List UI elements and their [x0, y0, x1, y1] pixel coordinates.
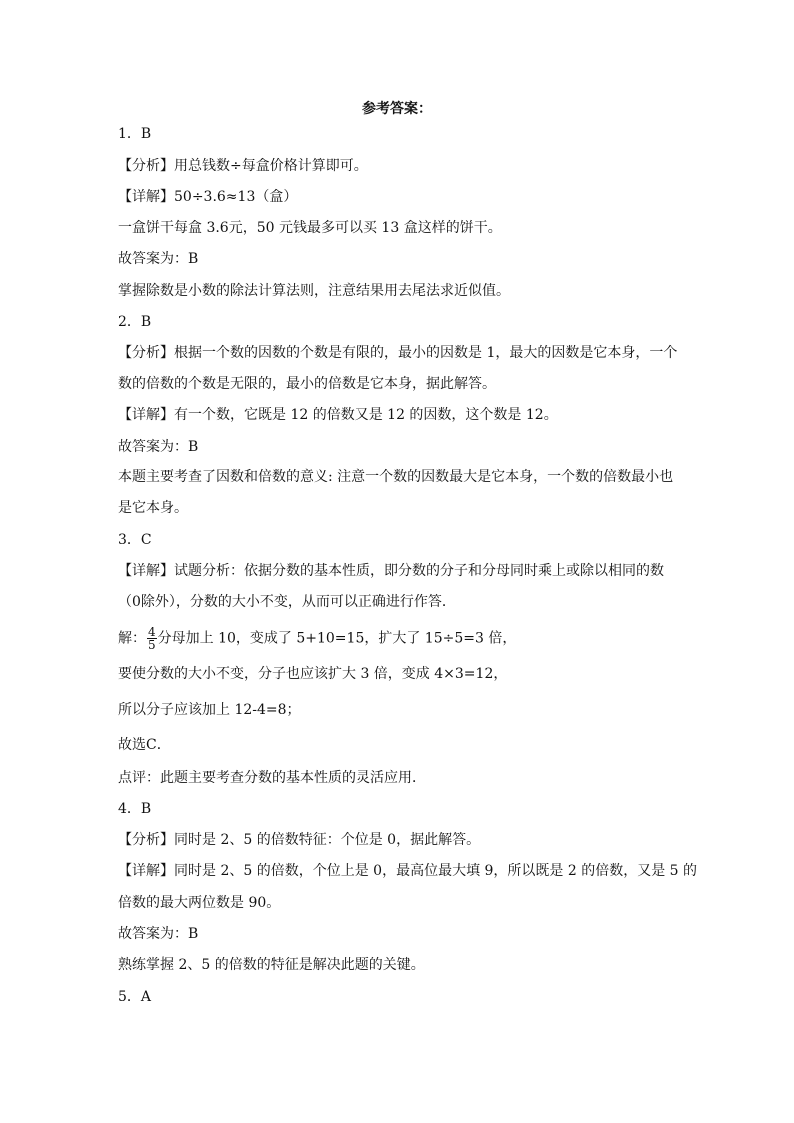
page-title: 参考答案： [362, 101, 432, 117]
fraction [147, 626, 157, 651]
answer-number: 5．A [118, 989, 152, 1005]
answer-number: 4．B [118, 801, 152, 817]
text-line: 一盒饼干每盒 3.6元，50 元钱最多可以买 13 盒这样的饼干。 [118, 220, 502, 236]
analysis-line: 数的倍数的个数是无限的，最小的倍数是它本身，据此解答。 [118, 376, 496, 392]
detail-line: （0除外），分数的大小不变，从而可以正确进行作答． [118, 594, 456, 610]
detail-line: 【详解】有一个数，它既是 12 的倍数又是 12 的因数，这个数是 12。 [118, 407, 558, 423]
answer-line: 故答案为：B [118, 439, 199, 455]
answer-number: 3．C [118, 532, 152, 548]
fraction-denominator: 5 [148, 638, 156, 652]
comment-line: 熟练掌握 2、5 的倍数的特征是解决此题的关键。 [118, 957, 425, 973]
fraction-numerator: 4 [148, 625, 156, 639]
solution-text: 分母加上 10，变成了 5+10=15，扩大了 15÷5=3 倍， [157, 630, 517, 647]
solution-line: 要使分数的大小不变，分子也应该扩大 3 倍，变成 4×3=12， [118, 666, 508, 682]
solution-line [118, 626, 688, 651]
solution-line: 所以分子应该加上 12-4=8； [118, 702, 301, 718]
answer-line: 故选C． [118, 737, 171, 753]
answer-line: 故答案为：B [118, 926, 199, 942]
comment-line: 掌握除数是小数的除法计算法则，注意结果用去尾法求近似值。 [118, 283, 510, 299]
comment-line: 是它本身。 [118, 500, 188, 516]
answer-line: 故答案为：B [118, 251, 199, 267]
detail-line: 【详解】试题分析：依据分数的基本性质，即分数的分子和分母同时乘上或除以相同的数 [118, 563, 664, 579]
detail-line: 【详解】同时是 2、5 的倍数，个位上是 0，最高位最大填 9，所以既是 2 的倍数，又是 5 的 [118, 863, 698, 879]
answer-number: 2．B [118, 314, 152, 330]
answer-number: 1．B [118, 126, 152, 142]
analysis-line: 【分析】同时是 2、5 的倍数特征：个位是 0，据此解答。 [118, 832, 481, 848]
analysis-line: 【分析】根据一个数的因数的个数是有限的，最小的因数是 1，最大的因数是它本身，一个 [118, 345, 678, 361]
comment-line: 点评：此题主要考查分数的基本性质的灵活应用． [118, 770, 426, 786]
solution-prefix: 解： [118, 630, 146, 647]
comment-line: 本题主要考查了因数和倍数的意义: 注意一个数的因数最大是它本身，一个数的倍数最小也 [118, 469, 674, 485]
detail-line: 倍数的最大两位数是 90。 [118, 895, 281, 911]
detail-line: 【详解】50÷3.6≈13（盒） [118, 189, 298, 205]
analysis-line: 【分析】用总钱数÷每盒价格计算即可。 [118, 158, 368, 174]
